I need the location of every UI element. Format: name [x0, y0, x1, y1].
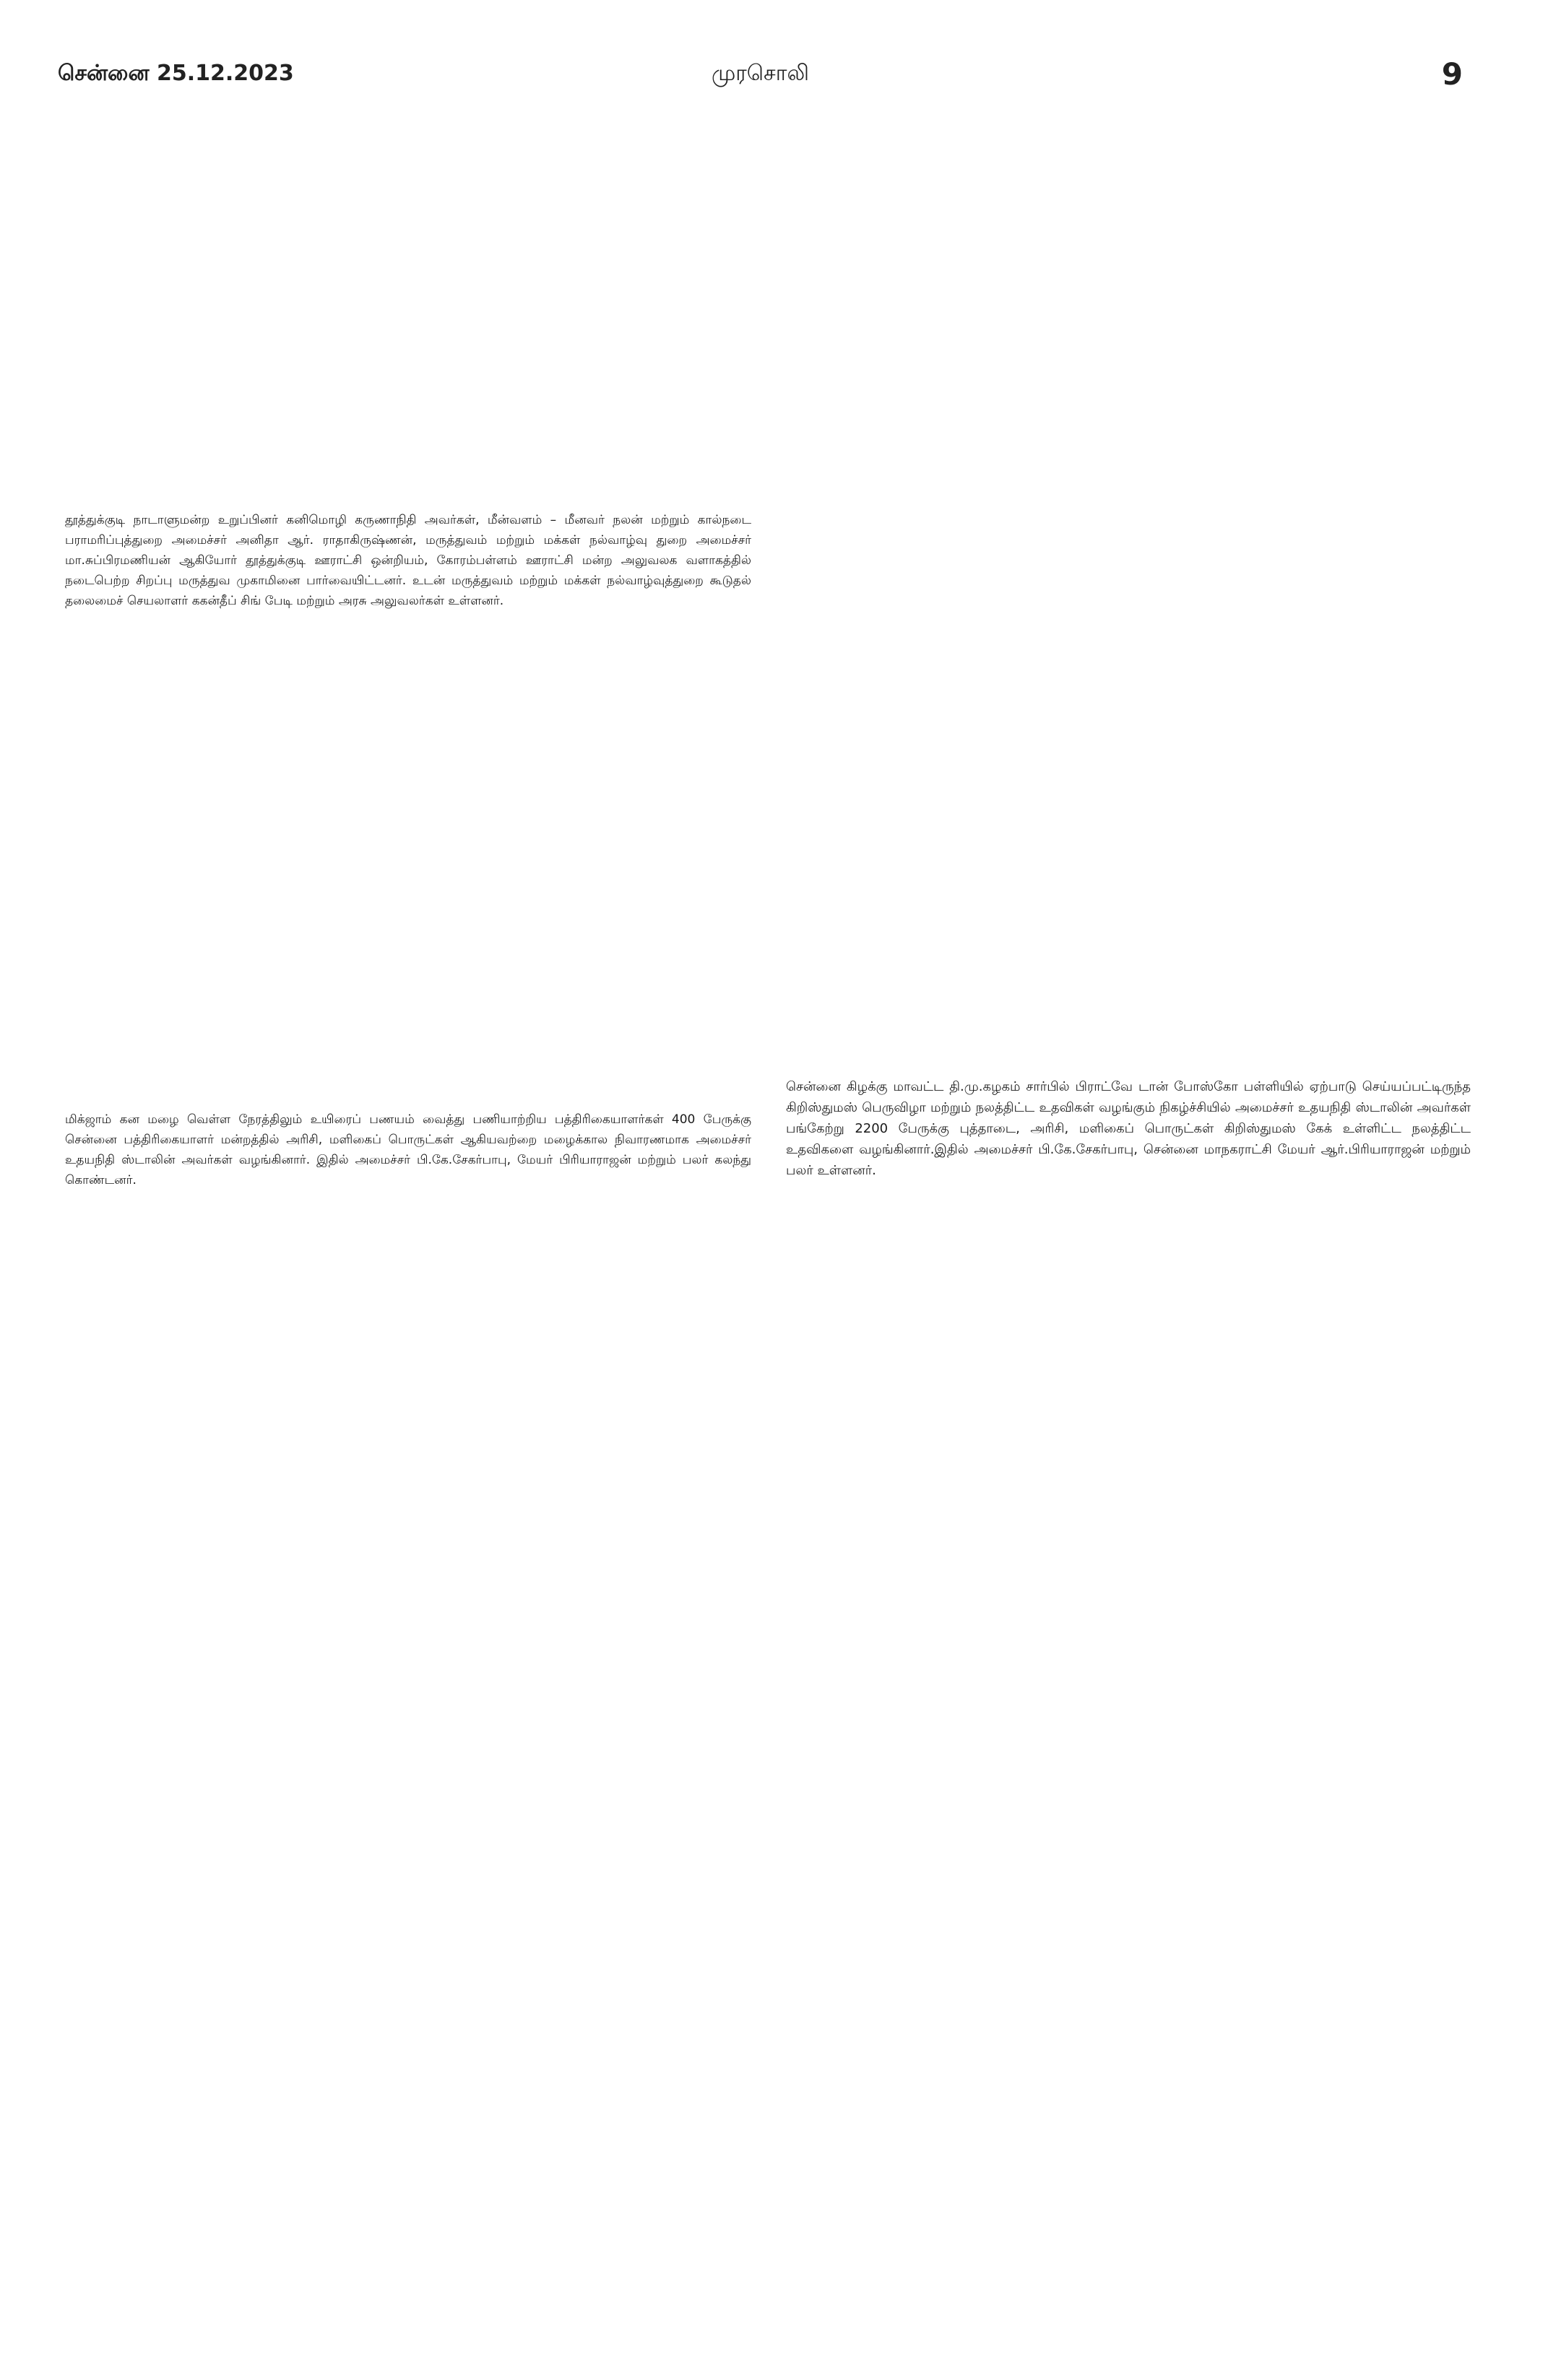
- page-header: [58, 56, 1463, 97]
- photo-caption-christmas-welfare: சென்னை கிழக்கு மாவட்ட தி.மு.கழகம் சார்பில் பிராட்வே டான் போஸ்கோ பள்ளியில் ஏற்பாடு செய்யப்பட்டிருந்த கிறிஸ்துமஸ் பெருவிழா மற்றும் நலத்திட்ட உதவிகள் வழங்கும் நிகழ்ச்சியில் அமைச்சர் உதயநிதி ஸ்டாலின் அவர்கள் பங்கேற்று 2200 பேருக்கு புத்தாடை, அரிசி, மளிகைப் பொருட்கள் கிறிஸ்துமஸ் கேக் உள்ளிட்ட நலத்திட்ட உதவிகளை வழங்கினார்.இதில் அமைச்சர் பி.கே.சேகர்பாபு, சென்னை மாநகராட்சி மேயர் ஆர்.பிரியாராஜன் மற்றும் பலர் உள்ளனர்.: [786, 1079, 1471, 1178]
- photo-caption-journalists-relief: மிக்ஜாம் கன மழை வெள்ள நேரத்திலும் உயிரைப் பணயம் வைத்து பணியாற்றிய பத்திரிகையாளர்கள் 400 பேருக்கு சென்னை பத்திரிகையாளர் மன்றத்தில் அரிசி, மளிகைப் பொருட்கள் ஆகியவற்றை மழைக்கால நிவாரணமாக அமைச்சர் உதயநிதி ஸ்டாலின் அவர்கள் வழங்கினார். இதில் அமைச்சர் பி.கே.சேகர்பாபு, மேயர் பிரியாராஜன் மற்றும் பலர் கலந்து கொண்டனர்.: [65, 1112, 751, 1187]
- header-date: சென்னை 25.12.2023: [58, 61, 294, 86]
- newspaper-name: முரசொலி: [712, 61, 809, 86]
- photo-caption-kovilpatti-medical-camp: தூத்துக்குடி நாடாளுமன்ற உறுப்பினர் கனிமொழி கருணாநிதி அவர்கள், மீன்வளம் – மீனவர் நலன் மற்றும் கால்நடை பராமரிப்புத்துறை அமைச்சர் அனிதா ஆர். ராதாகிருஷ்ணன், மருத்துவம் மற்றும் மக்கள் நல்வாழ்வு துறை அமைச்சர் மா.சுப்பிரமணியன் ஆகியோர் தூத்துக்குடி ஊராட்சி ஒன்றியம், கோரம்பள்ளம் ஊராட்சி மன்ற அலுவலக வளாகத்தில் நடைபெற்ற சிறப்பு மருத்துவ முகாமினை பார்வையிட்டனர். உடன் மருத்துவம் மற்றும் மக்கள் நல்வாழ்வுத்துறை கூடுதல் தலைமைச் செயலாளர் ககன்தீப் சிங் பேடி மற்றும் அரசு அலுவலர்கள் உள்ளனர்.: [65, 513, 751, 608]
- page-number: 9: [1441, 56, 1463, 92]
